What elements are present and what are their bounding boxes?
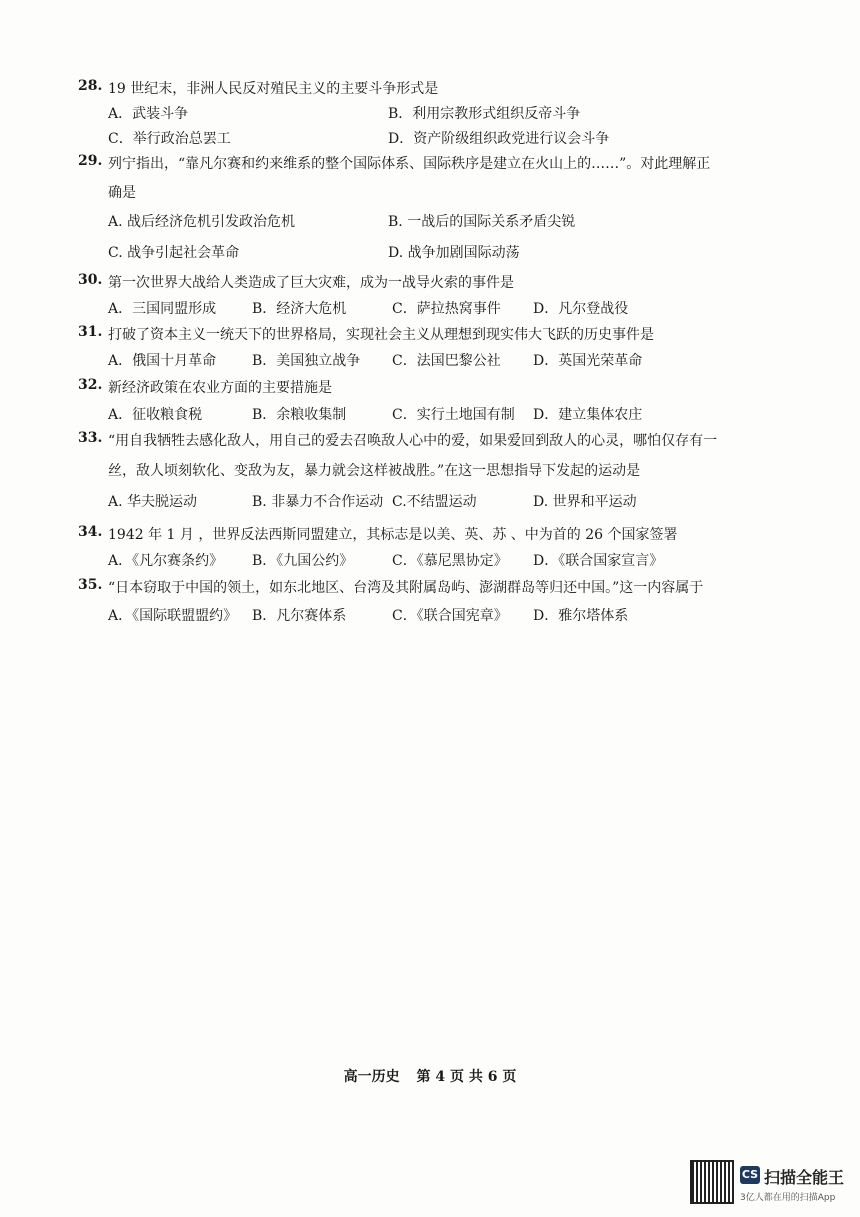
option-b: B．凡尔赛体系 [252, 608, 347, 624]
option-a: A．《凡尔赛条约》 [108, 553, 224, 569]
question-number: 31. [78, 324, 103, 340]
question-number: 28. [78, 78, 103, 94]
option-b: B．余粮收集制 [252, 407, 347, 423]
option-c: C.不结盟运动 [392, 494, 477, 510]
option-b: B．经济大危机 [252, 301, 347, 317]
question-stem: 19 世纪末，非洲人民反对殖民主义的主要斗争形式是 [108, 81, 439, 97]
watermark-subtitle: 3亿人都在用的扫描App [740, 1193, 836, 1203]
option-d: D．雅尔塔体系 [533, 608, 629, 624]
option-d: D. 世界和平运动 [533, 494, 637, 510]
question-stem-cont: 确是 [108, 185, 136, 201]
footer-subject: 高一历史 [343, 1069, 400, 1085]
option-d: D．《联合国家宣言》 [533, 553, 664, 569]
option-d: D．英国光荣革命 [533, 353, 643, 369]
option-c: C．萨拉热窝事件 [392, 301, 501, 317]
question-stem: 1942 年 1 月 ，世界反法西斯同盟建立，其标志是以美、英、苏 、中为首的 26 个国家签署 [108, 527, 678, 543]
option-b: B. 一战后的国际关系矛盾尖锐 [388, 214, 576, 230]
option-c: C. 战争引起社会革命 [108, 245, 240, 261]
question-stem: 第一次世界大战给人类造成了巨大灾难，成为一战导火索的事件是 [108, 275, 514, 291]
option-d: D．建立集体农庄 [533, 407, 643, 423]
page-footer [0, 1066, 860, 1086]
option-c: C．法国巴黎公社 [392, 353, 501, 369]
option-a: A. 华夫脱运动 [108, 494, 198, 510]
question-number: 35. [78, 577, 103, 593]
option-c: C．《慕尼黑协定》 [392, 553, 508, 569]
question-stem: 打破了资本主义一统天下的世界格局，实现社会主义从理想到现实伟大飞跃的历史事件是 [108, 327, 654, 343]
question-stem: “用自我牺牲去感化敌人，用自己的爱去召唤敌人心中的爱，如果爱回到敌人的心灵，哪怕仅存有一 [108, 433, 718, 449]
question-stem: “日本窃取于中国的领土，如东北地区、台湾及其附属岛屿、澎湖群岛等归还中国。”这一内容属于 [108, 580, 704, 596]
option-c: C．实行土地国有制 [392, 407, 515, 423]
option-a: A．征收粮食税 [108, 407, 203, 423]
question-number: 30. [78, 272, 103, 288]
option-b: B．《九国公约》 [252, 553, 354, 569]
option-b: B．利用宗教形式组织反帝斗争 [388, 106, 581, 122]
option-d: D．资产阶级组织政党进行议会斗争 [388, 131, 610, 147]
footer-page-number: 第 4 页 共 6 页 [416, 1069, 517, 1085]
camscanner-logo: CS [740, 1166, 760, 1184]
option-b: B. 非暴力不合作运动 [252, 494, 384, 510]
option-a: A．武装斗争 [108, 106, 189, 122]
question-number: 29. [78, 153, 103, 169]
option-a: A. 战后经济危机引发政治危机 [108, 214, 296, 230]
option-c: C．举行政治总罢工 [108, 131, 231, 147]
option-a: A．俄国十月革命 [108, 353, 217, 369]
watermark-brand: 扫描全能王 [764, 1168, 845, 1187]
question-stem: 新经济政策在农业方面的主要措施是 [108, 380, 332, 396]
scanner-watermark [690, 1160, 850, 1210]
question-number: 32. [78, 377, 103, 393]
question-number: 34. [78, 524, 103, 540]
option-b: B．美国独立战争 [252, 353, 361, 369]
question-stem-cont: 丝，敌人顷刻软化、变敌为友，暴力就会这样被战胜。”在这一思想指导下发起的运动是 [108, 463, 641, 479]
option-a: A．《国际联盟盟约》 [108, 608, 238, 624]
question-stem: 列宁指出，“靠凡尔赛和约来维系的整个国际体系、国际秩序是建立在火山上的……”。对此理解正 [108, 156, 711, 172]
option-d: D. 战争加剧国际动荡 [388, 245, 520, 261]
option-c: C．《联合国宪章》 [392, 608, 508, 624]
question-number: 33. [78, 430, 103, 446]
option-a: A．三国同盟形成 [108, 301, 217, 317]
qr-code-icon [690, 1160, 734, 1204]
option-d: D．凡尔登战役 [533, 301, 629, 317]
